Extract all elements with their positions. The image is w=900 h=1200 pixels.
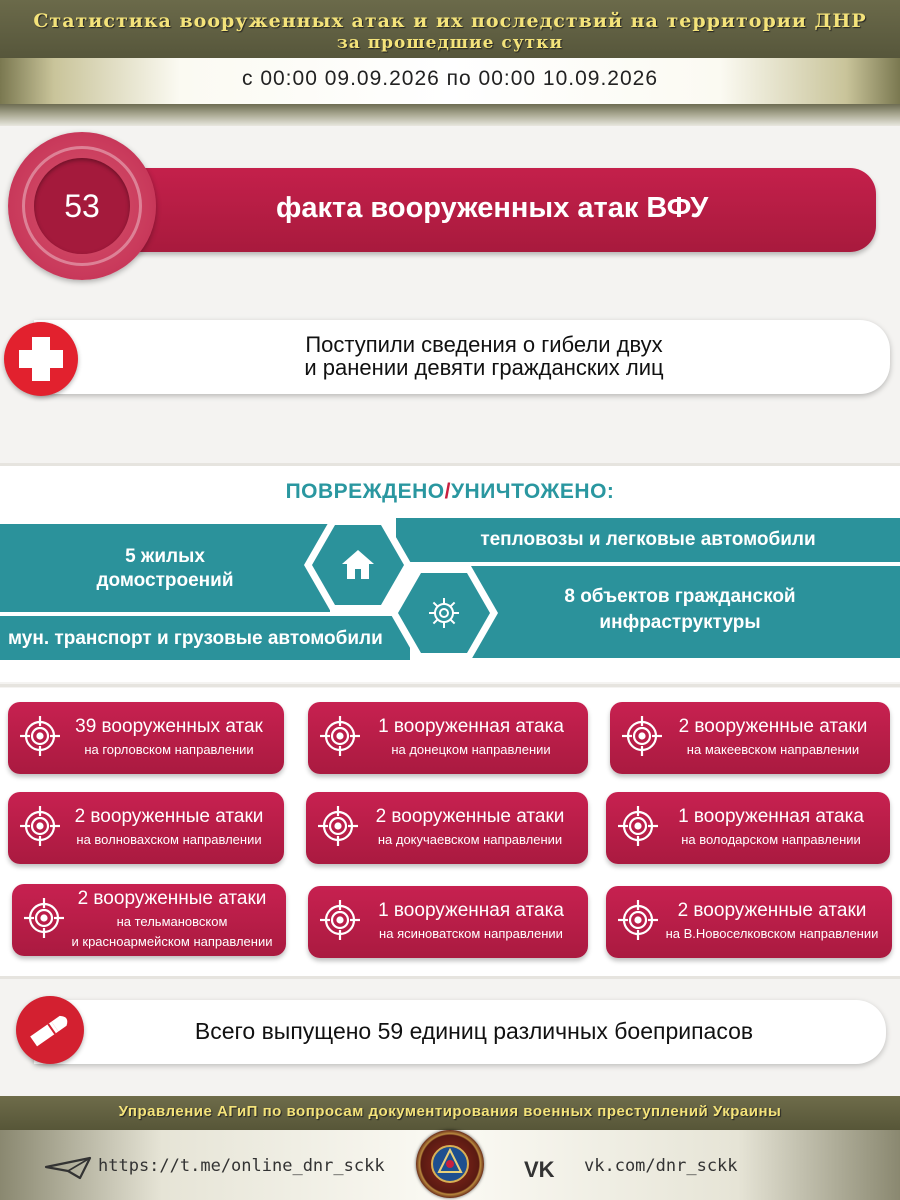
telegram-link[interactable]: https://t.me/online_dnr_sckk [98,1156,385,1176]
footer-org-band [0,1096,900,1130]
direction-count: 2 вооруженные атаки [678,716,868,737]
direction-count: 1 вооруженная атака [678,806,864,827]
casualties-box [34,320,890,394]
damage-infrastructure-line2: инфраструктуры [599,612,761,633]
attacks-total-badge [8,132,156,280]
direction-label: на донецком направлении [391,742,551,757]
page-title-line1: Статистика вооруженных атак и их последствий на территории ДНР [33,10,867,32]
target-icon [318,806,358,846]
target-icon [618,806,658,846]
direction-count: 2 вооруженные атаки [375,806,565,827]
target-icon [320,716,360,756]
target-icon [320,900,360,940]
direction-card [308,886,588,958]
svg-text:VK: VK [524,1158,555,1180]
direction-label: на В.Новоселковском направлении [665,926,879,941]
target-icon [622,716,662,756]
damage-title-damaged: ПОВРЕЖДЕНО [285,480,445,503]
vk-icon[interactable] [524,1158,576,1180]
damage-housing-line1: 5 жилых [125,546,205,567]
page-title-line2: за прошедшие сутки [336,33,564,53]
gear-icon [427,596,461,630]
damage-housing-band [0,524,330,612]
target-icon [618,900,658,940]
damage-transport-label: мун. транспорт и грузовые автомобили [8,628,383,649]
direction-card [308,702,588,774]
direction-label: на докучаевском направлении [377,832,563,847]
damage-title-destroyed: УНИЧТОЖЕНО: [450,480,615,503]
direction-card [610,702,890,774]
vk-link[interactable]: vk.com/dnr_sckk [584,1156,738,1176]
organization-emblem [416,1130,484,1198]
direction-card [12,884,286,956]
damage-infrastructure-band [460,566,900,658]
header-shadow [0,104,900,126]
damage-transport-band [0,616,410,660]
badge-inner [34,158,130,254]
direction-card [606,792,890,864]
target-icon [20,806,60,846]
direction-count: 2 вооруженные атаки [77,888,267,909]
damage-infrastructure-line1: 8 объектов гражданской [564,586,796,607]
divider [0,976,900,979]
telegram-icon[interactable] [44,1156,92,1180]
direction-label [62,912,282,952]
direction-label-line2: и красноармейском направлении [71,934,273,949]
direction-card [8,792,284,864]
damage-housing-line2: домостроений [96,570,234,591]
direction-card [306,792,588,864]
ammo-total: Всего выпущено 59 единиц различных боеприпасов [194,1018,754,1044]
footer-org: Управление АГиП по вопросам документирования военных преступлений Украины [118,1103,782,1120]
date-band [0,58,900,104]
direction-card [8,702,284,774]
target-icon [20,716,60,756]
attacks-total-label: факта вооруженных атак ВФУ [276,192,709,224]
divider [0,684,900,687]
header-banner [0,0,900,62]
damage-vehicles-band [396,518,900,562]
direction-count: 39 вооруженных атак [75,716,263,737]
medical-cross-icon [4,322,78,396]
direction-label: на макеевском направлении [686,742,860,757]
direction-count: 2 вооруженные атаки [677,900,867,921]
direction-label: на волновахском направлении [76,832,262,847]
bullet-icon [16,996,84,1064]
casualties-line2: и ранении девяти гражданских лиц [304,355,664,380]
casualties-line1: Поступили сведения о гибели двух [305,332,663,357]
attacks-total-bar [110,168,876,252]
damage-vehicles-label: тепловозы и легковые автомобили [480,529,816,550]
house-icon [341,548,375,580]
direction-count: 2 вооруженные атаки [74,806,264,827]
attacks-total-count: 53 [64,188,100,224]
target-icon [24,898,64,938]
direction-count: 1 вооруженная атака [378,716,564,737]
damage-title [0,480,900,504]
ammo-box [34,1000,886,1064]
direction-label: на горловском направлении [84,742,254,757]
direction-label-line1: на тельмановском [116,914,228,929]
direction-count: 1 вооруженная атака [378,900,564,921]
direction-label: на володарском направлении [681,832,861,847]
direction-label: на ясиноватском направлении [379,926,563,941]
damage-title-slash: / [444,480,451,503]
date-range: с 00:00 09.09.2026 по 00:00 10.09.2026 [241,67,659,90]
direction-card [606,886,892,958]
